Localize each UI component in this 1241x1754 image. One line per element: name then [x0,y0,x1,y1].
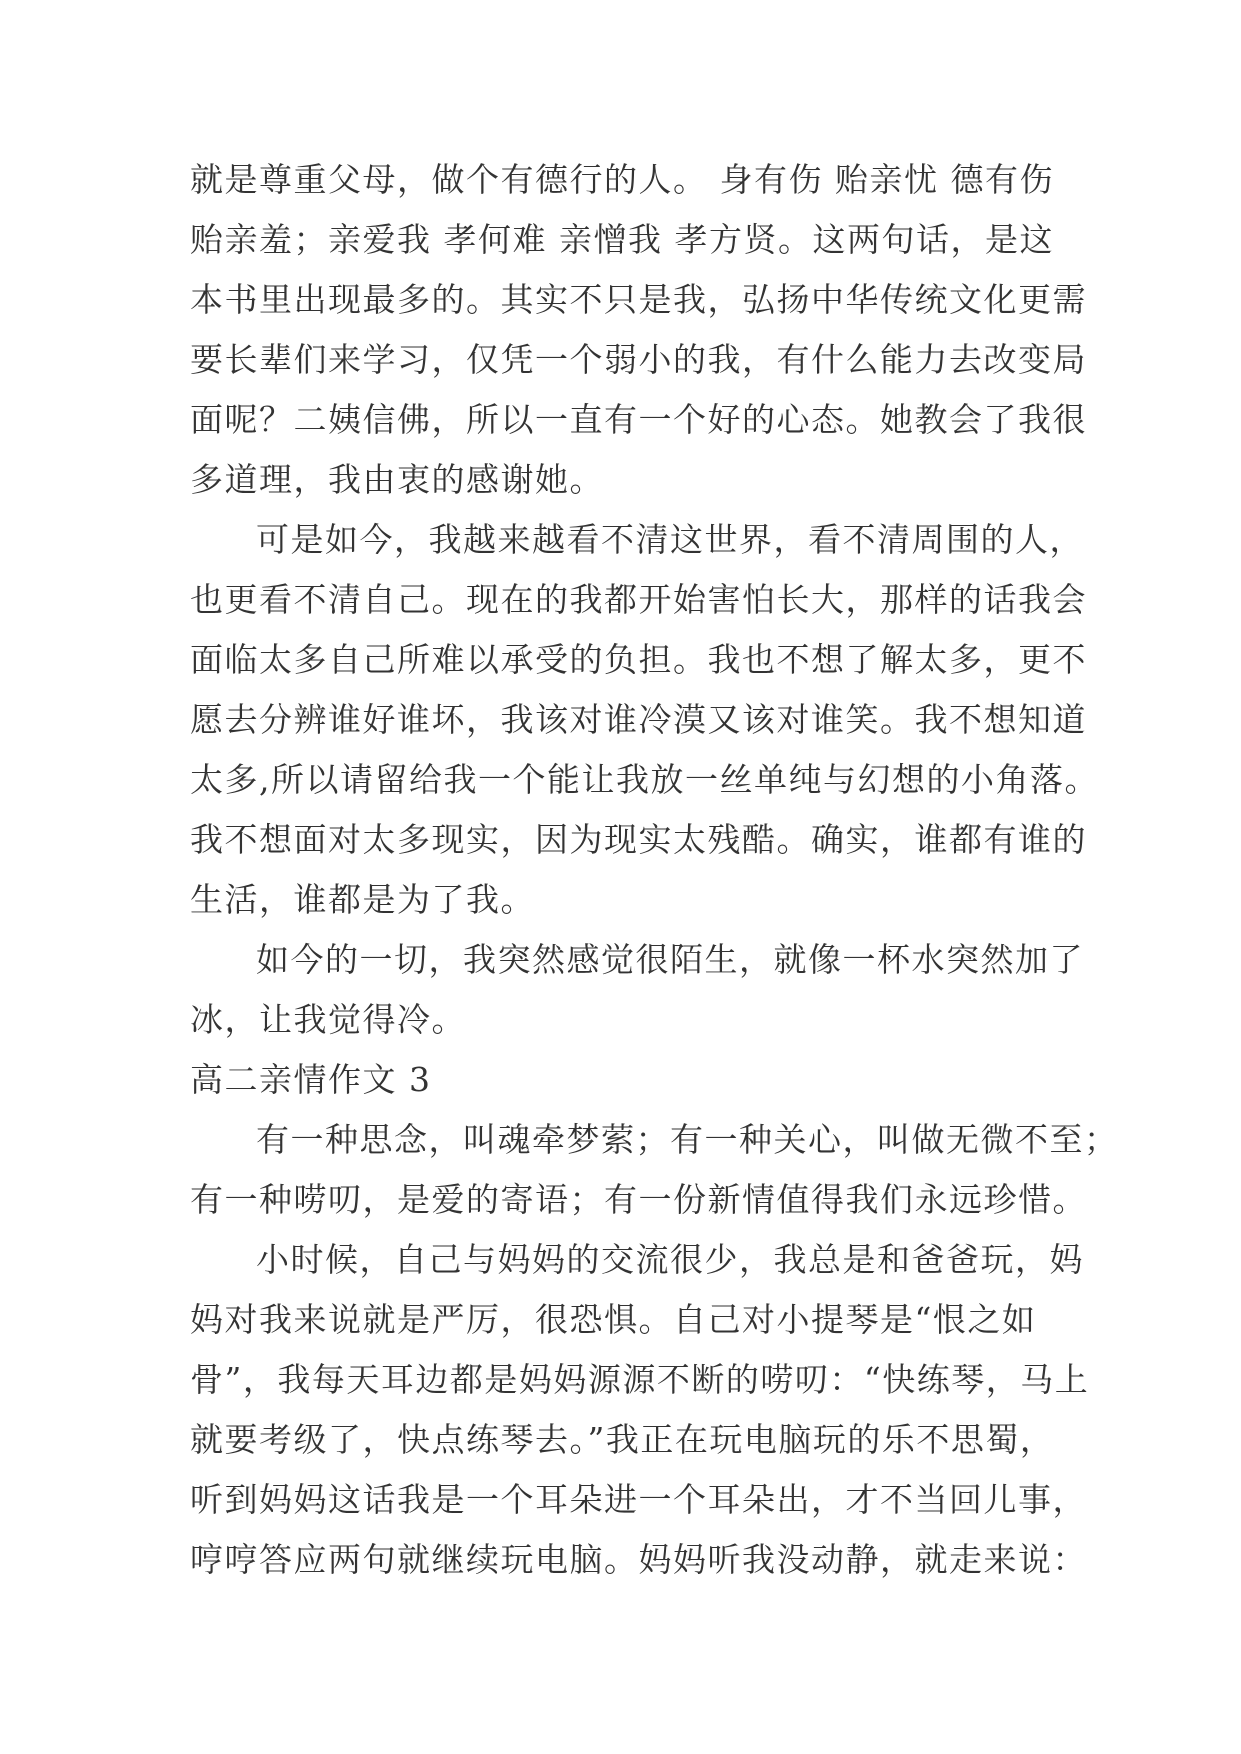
text-line: 太多,所以请留给我一个能让我放一丝单纯与幻想的小角落。 [190,760,1099,799]
text-line: 有一种唠叨，是爱的寄语；有一份新情值得我们永远珍惜。 [190,1180,1087,1219]
text-line: 贻亲羞；亲爱我 孝何难 亲憎我 孝方贤。这两句话，是这 [190,220,1054,259]
paragraph-start: 可是如今，我越来越看不清这世界，看不清周围的人， [256,520,1084,559]
text-line: 本书里出现最多的。其实不只是我，弘扬中华传统文化更需 [190,280,1087,319]
text-line: 就是尊重父母，做个有德行的人。 身有伤 贻亲忧 德有伤 [190,160,1054,199]
paragraph-start: 如今的一切，我突然感觉很陌生，就像一杯水突然加了 [256,940,1084,979]
text-line: 生活，谁都是为了我。 [190,880,535,919]
text-line: 面临太多自己所难以承受的负担。我也不想了解太多，更不 [190,640,1087,679]
text-line: 多道理，我由衷的感谢她。 [190,460,604,499]
paragraph-start: 小时候，自己与妈妈的交流很少，我总是和爸爸玩，妈 [256,1240,1084,1279]
text-line: 我不想面对太多现实，因为现实太残酷。确实，谁都有谁的 [190,820,1087,859]
text-line: 听到妈妈这话我是一个耳朵进一个耳朵出，才不当回儿事， [190,1480,1087,1519]
text-line: 要长辈们来学习，仅凭一个弱小的我，有什么能力去改变局 [190,340,1087,379]
text-line: 面呢？二姨信佛，所以一直有一个好的心态。她教会了我很 [190,400,1087,439]
text-line: 哼哼答应两句就继续玩电脑。妈妈听我没动静，就走来说： [190,1540,1087,1579]
section-heading: 高二亲情作文 3 [190,1060,432,1099]
text-line: 也更看不清自己。现在的我都开始害怕长大，那样的话我会 [190,580,1087,619]
body-text [190,150,1119,1590]
text-line: 就要考级了，快点练琴去。”我正在玩电脑玩的乐不思蜀， [190,1420,1055,1459]
text-line: 冰，让我觉得冷。 [190,1000,466,1039]
paragraph-start: 有一种思念，叫魂牵梦萦；有一种关心，叫做无微不至； [256,1120,1119,1159]
text-line: 愿去分辨谁好谁坏，我该对谁冷漠又该对谁笑。我不想知道 [190,700,1087,739]
text-line: 妈对我来说就是严厉，很恐惧。自己对小提琴是“恨之如 [190,1300,1037,1339]
text-line: 骨”，我每天耳边都是妈妈源源不断的唠叨：“快练琴，马上 [190,1360,1090,1399]
